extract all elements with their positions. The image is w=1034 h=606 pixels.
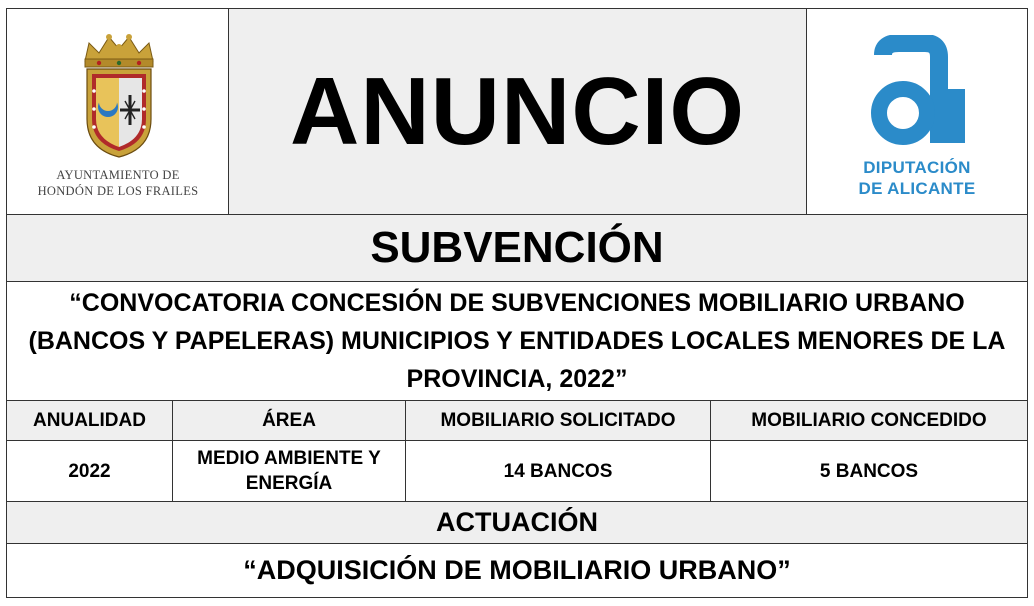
header-mobiliario-solicitado: MOBILIARIO SOLICITADO <box>406 401 711 440</box>
header-row <box>7 9 1027 215</box>
convocatoria-section <box>7 282 1027 401</box>
title-block <box>229 9 807 214</box>
ayuntamiento-logo-block <box>7 9 229 214</box>
ayuntamiento-name-line1: AYUNTAMIENTO DE <box>56 168 180 182</box>
subvencion-label: SUBVENCIÓN <box>370 223 664 272</box>
diputacion-name-line1: DIPUTACIÓN <box>863 158 971 177</box>
header-mobiliario-concedido: MOBILIARIO CONCEDIDO <box>751 409 987 431</box>
diputacion-logo-block <box>807 9 1027 214</box>
diputacion-name-line2: DE ALICANTE <box>858 179 976 198</box>
actuacion-value: “ADQUISICIÓN DE MOBILIARIO URBANO” <box>243 555 791 585</box>
actuacion-label: ACTUACIÓN <box>436 507 598 537</box>
cell-anualidad: 2022 <box>7 441 173 501</box>
actuacion-value-section <box>7 544 1027 597</box>
announcement-sheet <box>6 8 1028 598</box>
diputacion-alicante-logo-icon <box>859 35 971 151</box>
actuacion-heading <box>7 502 1027 544</box>
header-area: ÁREA <box>173 401 406 440</box>
cell-area: MEDIO AMBIENTE Y ENERGÍA <box>173 441 406 501</box>
subvencion-heading <box>7 215 1027 282</box>
cell-mobiliario-solicitado: 14 BANCOS <box>406 441 711 501</box>
page-title: ANUNCIO <box>290 57 745 165</box>
cell-mobiliario-concedido: 5 BANCOS <box>819 460 919 482</box>
table-header-row <box>7 401 1027 441</box>
table-row <box>7 441 1027 502</box>
convocatoria-text: “CONVOCATORIA CONCESIÓN DE SUBVENCIONES MOBILIARIO URBANO (BANCOS Y PAPELERAS) MUNICIPIOS Y ENTIDADES LOCALES MENORES DE LA PROVINCIA, 2022” <box>28 289 1006 393</box>
ayuntamiento-name-line2: HONDÓN DE LOS FRAILES <box>37 184 199 198</box>
header-anualidad: ANUALIDAD <box>7 401 173 440</box>
hondon-coat-of-arms-icon <box>75 31 163 159</box>
